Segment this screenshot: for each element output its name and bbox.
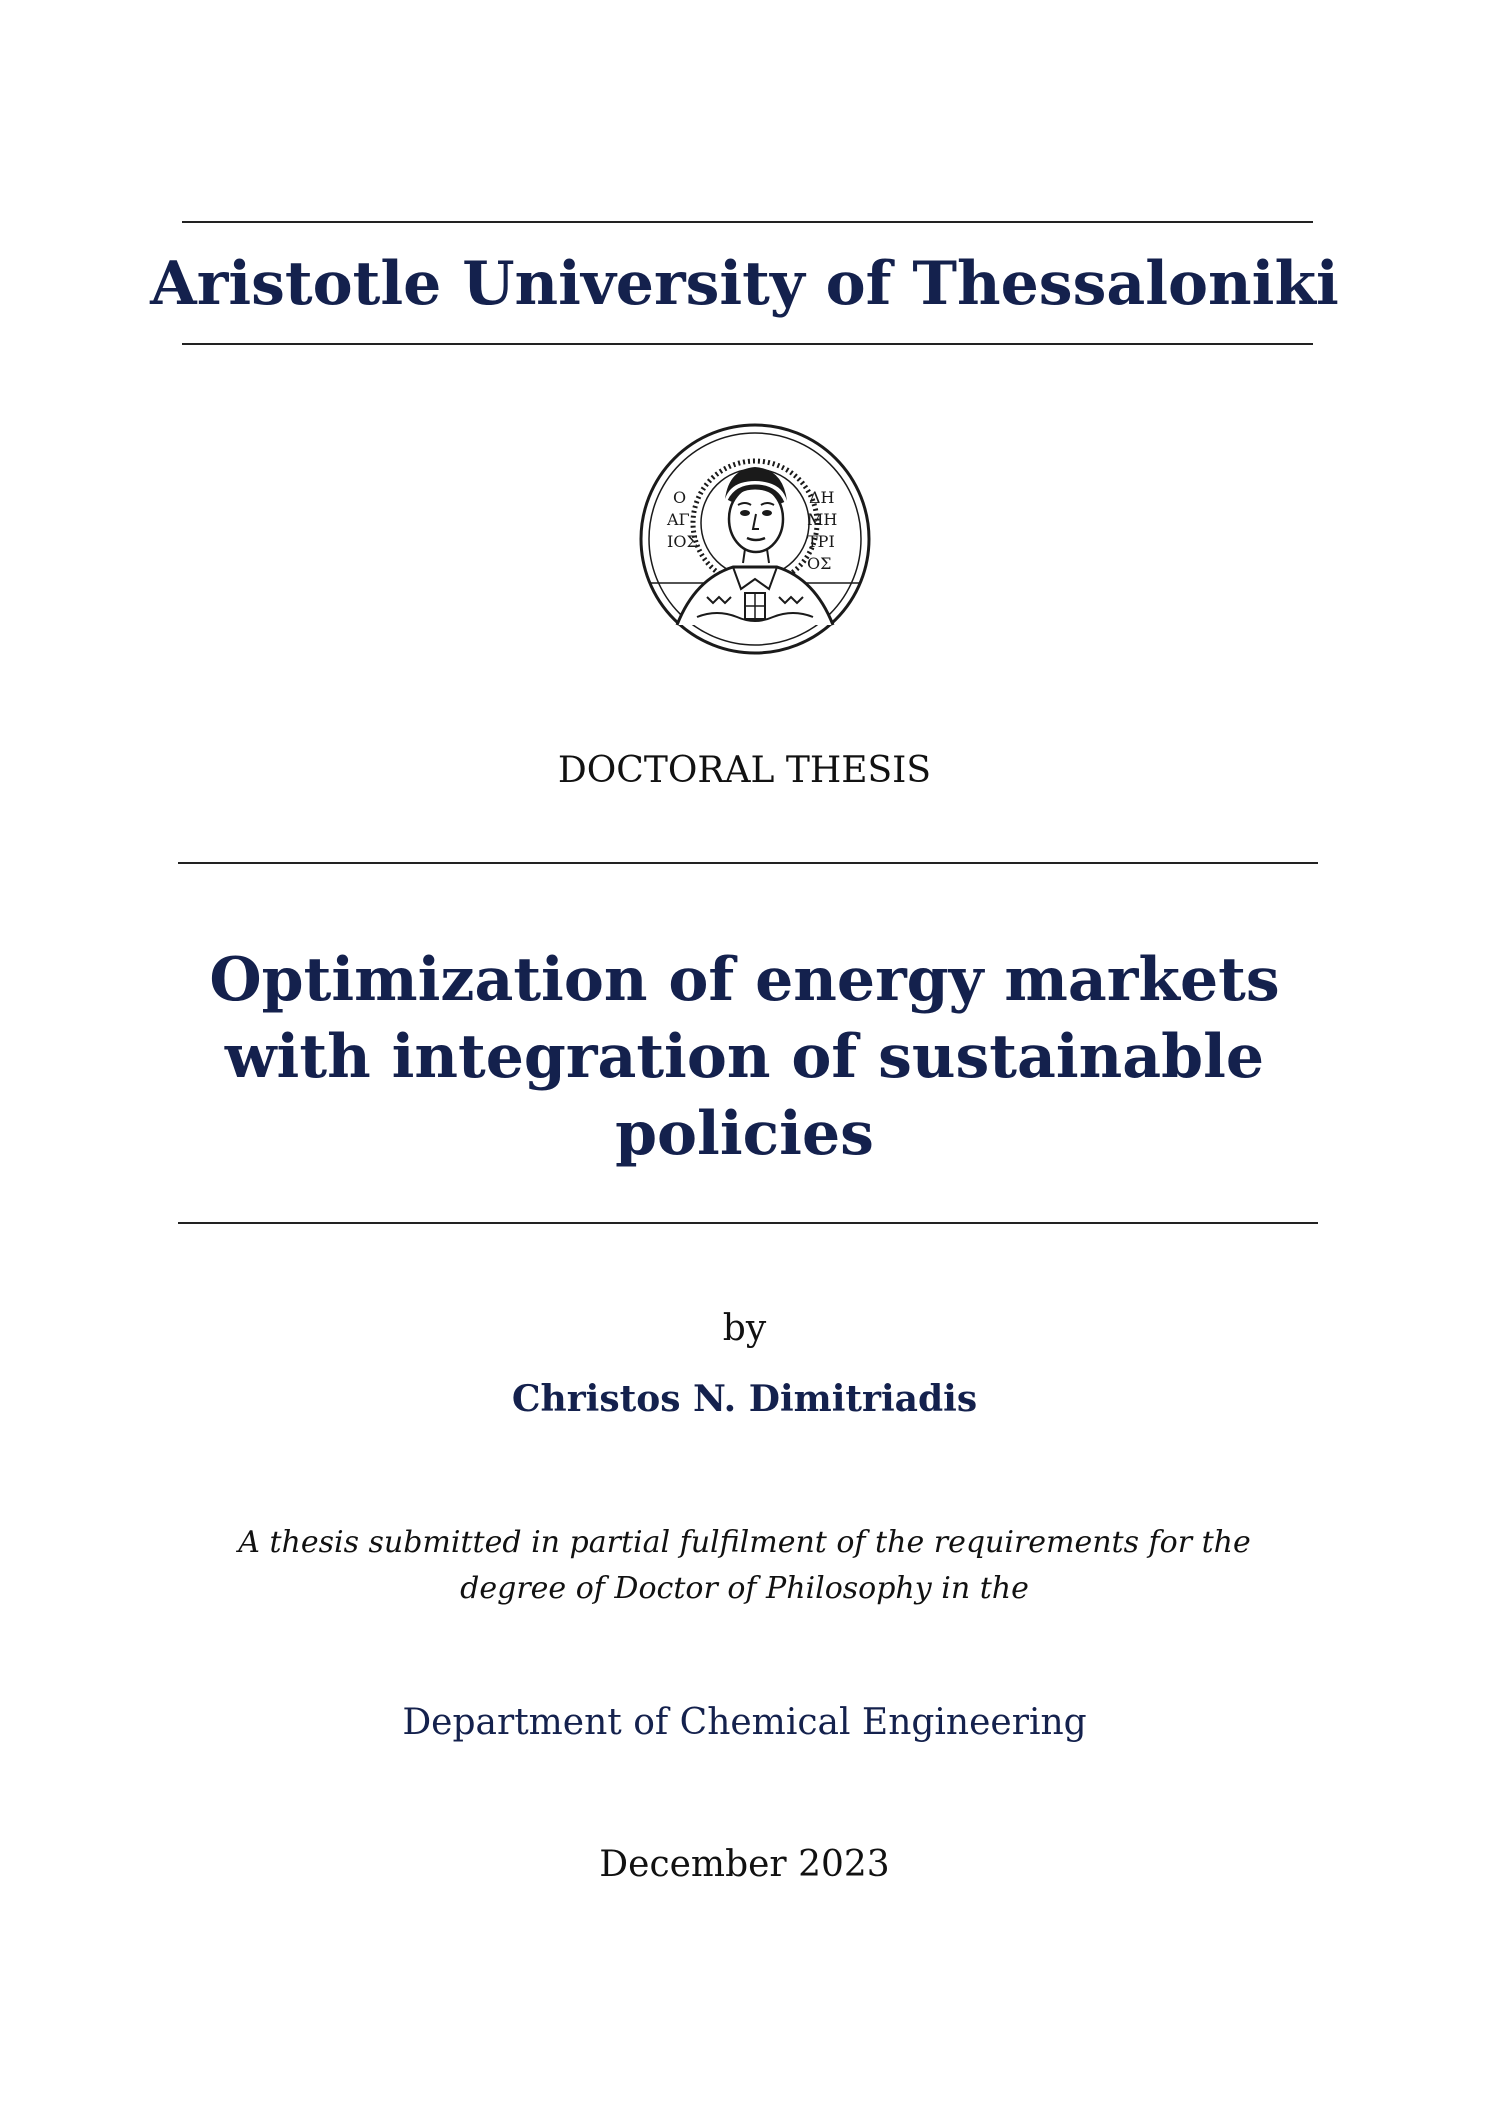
by-label: by [722,1308,767,1349]
svg-text:ΙΟΣ: ΙΟΣ [667,532,698,551]
author-name: Christos N. Dimitriadis [511,1378,978,1420]
department-name: Department of Chemical Engineering [402,1702,1087,1743]
svg-text:ΑΓ: ΑΓ [667,510,690,529]
svg-text:ΟΣ: ΟΣ [807,554,832,573]
submission-date: December 2023 [599,1844,890,1885]
title-rule-lower [178,1222,1318,1224]
university-seal-icon [637,421,873,657]
title-rule-upper [178,862,1318,864]
thesis-title-line: Optimization of energy markets [209,945,1280,1015]
thesis-title-line: with integration of sustainable [224,1022,1265,1092]
document-type: DOCTORAL THESIS [557,750,932,791]
svg-text:ΜΗ: ΜΗ [807,510,838,529]
top-rule-upper [182,221,1313,223]
degree-statement-line: degree of Doctor of Philosophy in the [460,1571,1029,1606]
svg-text:Ο: Ο [673,488,687,507]
degree-statement-line: A thesis submitted in partial fulfilment of the requirements for the [238,1525,1251,1560]
degree-statement [0,1520,1489,1612]
svg-text:ΔΗ: ΔΗ [809,488,835,507]
top-rule-lower [182,343,1313,345]
thesis-title-line: policies [615,1099,874,1169]
svg-text:ΤΡΙ: ΤΡΙ [807,532,835,551]
university-name: Aristotle University of Thessaloniki [150,249,1339,319]
thesis-title [0,942,1489,1173]
